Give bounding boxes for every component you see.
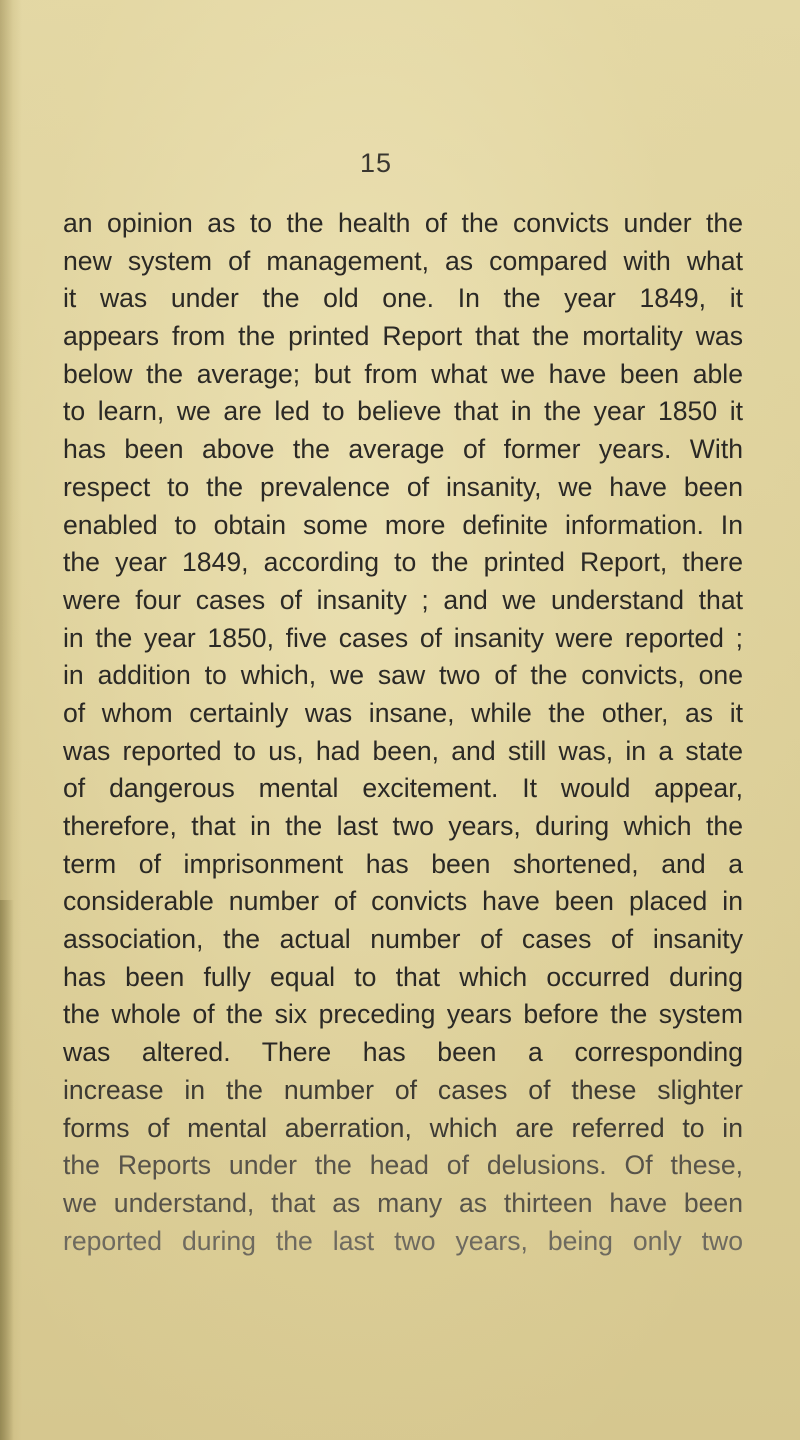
text-line: it was under the old one. In the year 1849, it <box>63 283 743 314</box>
text-line: has been fully equal to that which occurred during <box>63 961 743 992</box>
text-line: in the year 1850, five cases of insanity were reported ; <box>63 622 743 653</box>
text-line: an opinion as to the health of the convicts under the <box>63 208 743 238</box>
text-line: new system of management, as compared with what <box>63 245 743 276</box>
text-line: enabled to obtain some more definite information. In <box>63 509 743 540</box>
binding-shadow <box>0 900 14 1440</box>
text-line: to learn, we are led to believe that in the year 1850 it <box>63 396 743 427</box>
page-number: 15 <box>360 148 393 178</box>
text-line: in addition to which, we saw two of the convicts, one <box>63 660 743 691</box>
text-line: were four cases of insanity ; and we understand that <box>63 584 743 615</box>
text-line: below the average; but from what we have been able <box>63 358 743 389</box>
text-line: the whole of the six preceding years before the system <box>63 999 743 1030</box>
text-line: considerable number of convicts have been placed in <box>63 886 743 917</box>
text-line: we understand, that as many as thirteen have been <box>63 1187 743 1218</box>
text-line: increase in the number of cases of these slighter <box>63 1074 743 1105</box>
text-line: the Reports under the head of delusions. Of these, <box>63 1150 743 1181</box>
text-line: appears from the printed Report that the mortality was <box>63 321 743 352</box>
text-line: of whom certainly was insane, while the other, as it <box>63 697 743 728</box>
text-line: therefore, that in the last two years, during which the <box>63 811 743 841</box>
text-line: the year 1849, according to the printed Report, there <box>63 547 743 578</box>
text-line: reported during the last two years, being only two <box>63 1225 743 1256</box>
text-line: respect to the prevalence of insanity, we have been <box>63 471 743 502</box>
text-line: term of imprisonment has been shortened, and a <box>63 848 743 879</box>
text-line: was altered. There has been a corresponding <box>63 1037 743 1068</box>
body-text <box>63 205 743 1260</box>
text-line: has been above the average of former years. With <box>63 434 743 465</box>
text-line: association, the actual number of cases of insanity <box>63 924 743 955</box>
text-line: was reported to us, had been, and still was, in a state <box>63 735 743 766</box>
text-line: forms of mental aberration, which are referred to in <box>63 1112 743 1143</box>
text-line: of dangerous mental excitement. It would appear, <box>63 773 743 804</box>
